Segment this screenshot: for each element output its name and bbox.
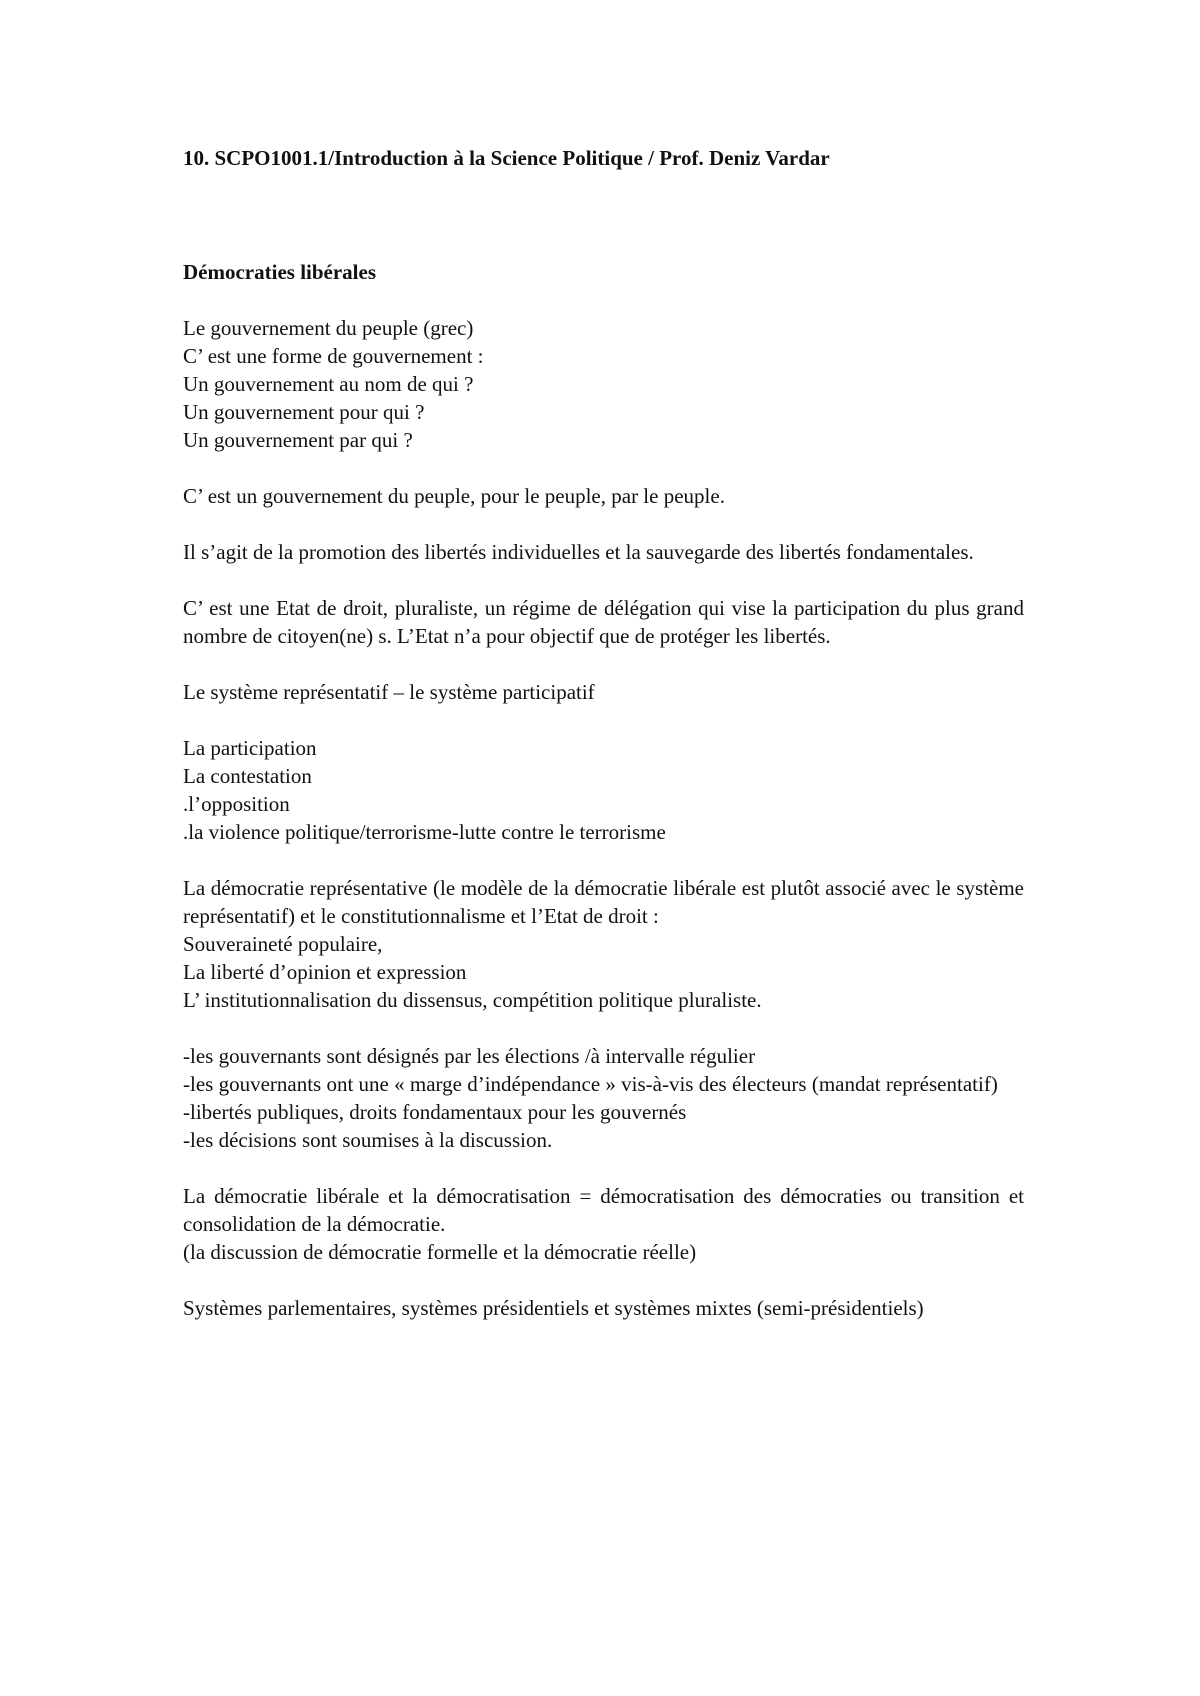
document-page xyxy=(183,144,1024,1320)
text-line: Un gouvernement au nom de qui ? xyxy=(183,372,474,396)
paragraph: Systèmes parlementaires, systèmes présidentiels et systèmes mixtes (semi-présidentiels) xyxy=(183,1296,924,1320)
paragraph: C’ est une Etat de droit, pluraliste, un régime de délégation qui vise la participation du plus grand nombre de citoyen(ne) s. L’Etat n’a pour objectif que de protéger les libertés. xyxy=(183,596,1024,648)
list-item: -les gouvernants ont une « marge d’indépendance » vis-à-vis des électeurs (mandat représentatif) xyxy=(183,1072,998,1096)
text-line: La contestation xyxy=(183,764,312,788)
section-title: Démocraties libérales xyxy=(183,260,377,284)
text-line: C’ est une forme de gouvernement : xyxy=(183,344,484,368)
course-title: 10. SCPO1001.1/Introduction à la Science Politique / Prof. Deniz Vardar xyxy=(183,146,830,170)
paragraph: La démocratie représentative (le modèle de la démocratie libérale est plutôt associé avec le système représentatif) et le constitutionnalisme et l’Etat de droit : xyxy=(183,876,1024,928)
text-block xyxy=(183,678,1024,706)
text-line: L’ institutionnalisation du dissensus, compétition politique pluraliste. xyxy=(183,988,762,1012)
text-block xyxy=(183,874,1024,1014)
list-item: -les gouvernants sont désignés par les élections /à intervalle régulier xyxy=(183,1044,756,1068)
text-block xyxy=(183,1182,1024,1266)
list-item: -les décisions sont soumises à la discussion. xyxy=(183,1128,553,1152)
text-block xyxy=(183,734,1024,846)
text-line: C’ est un gouvernement du peuple, pour le peuple, par le peuple. xyxy=(183,484,725,508)
text-block xyxy=(183,314,1024,454)
paragraph: Il s’agit de la promotion des libertés individuelles et la sauvegarde des libertés fondamentales. xyxy=(183,540,974,564)
text-line: .l’opposition xyxy=(183,792,290,816)
text-line: La liberté d’opinion et expression xyxy=(183,960,467,984)
text-line: Souveraineté populaire, xyxy=(183,932,383,956)
text-line: Un gouvernement pour qui ? xyxy=(183,400,425,424)
list-item: -libertés publiques, droits fondamentaux pour les gouvernés xyxy=(183,1100,687,1124)
text-line: .la violence politique/terrorisme-lutte contre le terrorisme xyxy=(183,820,666,844)
text-line: Le gouvernement du peuple (grec) xyxy=(183,316,474,340)
paragraph: La démocratie libérale et la démocratisation = démocratisation des démocraties ou transition et consolidation de la démocratie. xyxy=(183,1184,1024,1236)
bullet-list xyxy=(183,1042,1024,1154)
text-line: Le système représentatif – le système participatif xyxy=(183,680,595,704)
text-block xyxy=(183,482,1024,510)
text-line: (la discussion de démocratie formelle et la démocratie réelle) xyxy=(183,1240,697,1264)
text-line: Un gouvernement par qui ? xyxy=(183,428,413,452)
text-line: La participation xyxy=(183,736,317,760)
document-body xyxy=(183,314,1024,1350)
